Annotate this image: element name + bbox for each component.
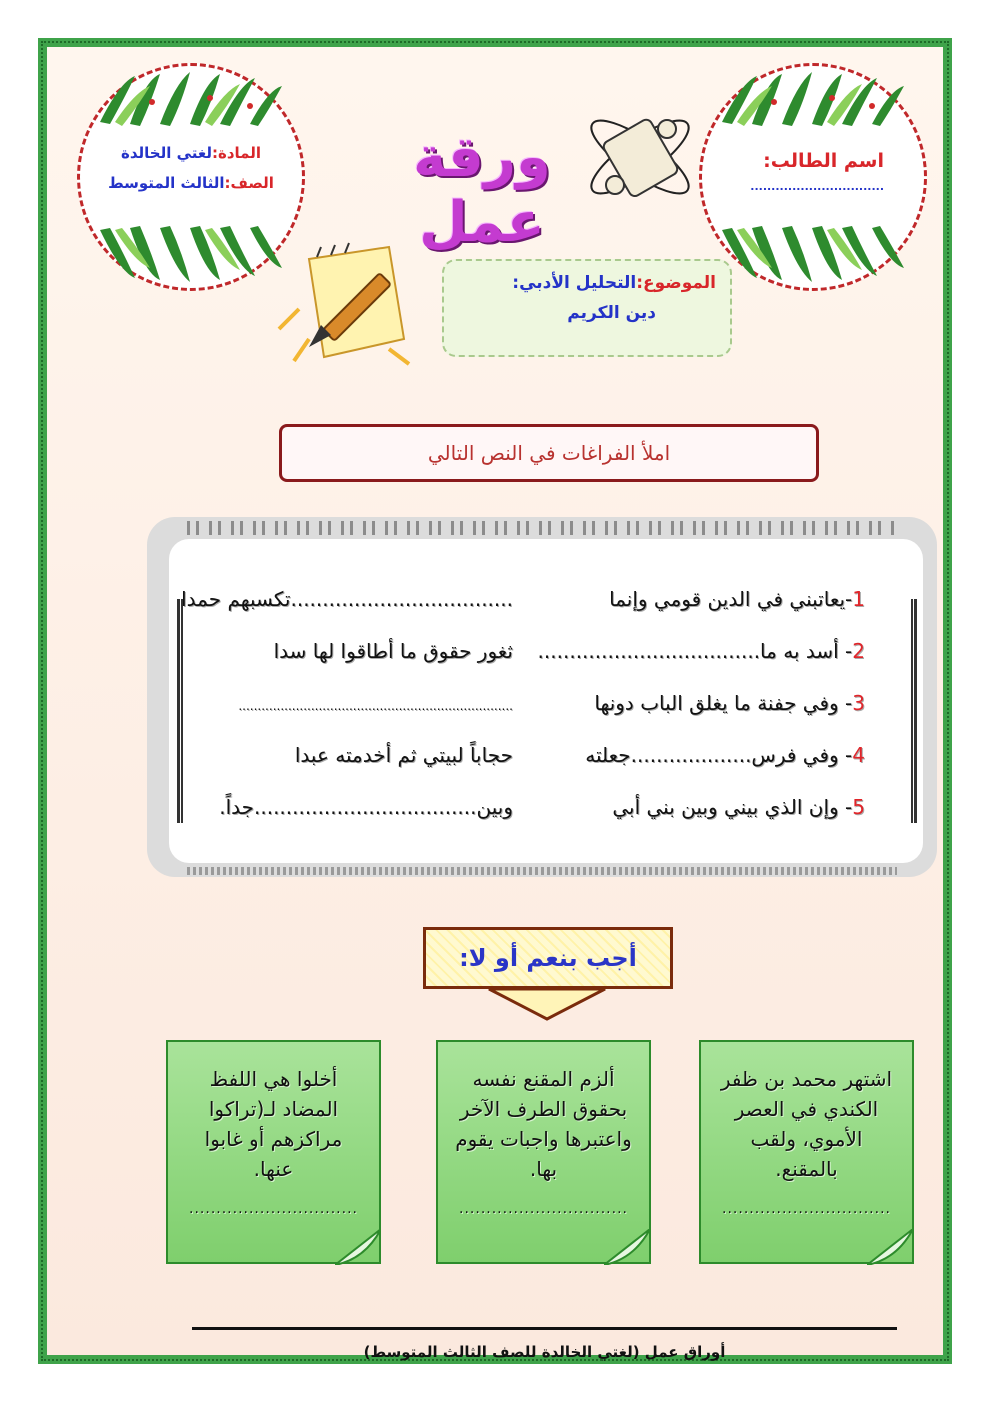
subject-line: [80, 144, 302, 162]
panel-left-rule: [177, 599, 183, 823]
page-curl-icon: [335, 1229, 381, 1265]
student-name-blank[interactable]: ................................: [750, 180, 884, 193]
statement-3-text: أخلوا هي اللفظ المضاد لـ(تراكوا مراكزهم أو غابوا عنها.: [204, 1067, 343, 1181]
statement-1-answer[interactable]: ...............................: [722, 1201, 891, 1217]
poem-line-3-left: ........................................................................: [238, 699, 513, 713]
student-wreath: [699, 63, 927, 291]
poem-line-2-left: ثغور حقوق ما أطاقوا لها سدا: [273, 639, 513, 663]
footer-divider: [192, 1327, 897, 1330]
poem-panel-inner: [169, 539, 923, 863]
poem-line-1-text: -يعاتبني في الدين قومي وإنما: [609, 587, 853, 611]
bamboo-leaves-bottom-icon: [712, 226, 912, 282]
poem-line-3-text: - وفي جفنة ما يغلق الباب دونها: [594, 691, 853, 715]
bamboo-leaves-top-icon: [90, 72, 290, 128]
statement-1-text: اشتهر محمد بن ظفر الكندي في العصر الأموي، ولقب بالمقنع.: [720, 1067, 893, 1181]
poem-line-4-right: [585, 743, 865, 767]
answer-prompt-box: أجب بنعم أو لا:: [423, 927, 673, 989]
bamboo-leaves-top-icon: [712, 72, 912, 128]
instruction-box: املأ الفراغات في النص التالي: [279, 424, 819, 482]
down-arrow-icon: [487, 987, 607, 1021]
topic-value: التحليل الأدبي:: [512, 273, 637, 293]
topic-line: [458, 273, 716, 293]
statement-3-answer[interactable]: ...............................: [189, 1201, 358, 1217]
class-value: الثالث المتوسط: [108, 174, 225, 192]
statement-2-answer[interactable]: ...............................: [459, 1201, 628, 1217]
poem-line-1-num: 1: [852, 587, 865, 611]
topic-box: [442, 259, 732, 357]
poem-panel: [147, 517, 937, 877]
poem-line-5-right: [612, 795, 865, 819]
pencil-notepad-icon: [269, 239, 419, 369]
student-label: اسم الطالب:: [763, 150, 884, 172]
subject-label: المادة:: [211, 144, 261, 162]
poem-line-4-num: 4: [852, 743, 865, 767]
panel-right-rule: [911, 599, 917, 823]
bamboo-leaves-bottom-icon: [90, 226, 290, 282]
poem-line-3-right: [594, 691, 865, 715]
poem-line-3-num: 3: [852, 691, 865, 715]
class-label: الصف:: [224, 174, 274, 192]
greek-dots-border: [187, 867, 897, 875]
subject-value: لغتي الخالدة: [120, 144, 212, 162]
poem-line-2-text: - أسد به ما...................................: [537, 639, 853, 663]
poem-line-2-num: 2: [852, 639, 865, 663]
poem-line-2-right: [538, 639, 865, 663]
topic-subtitle: دين الكريم: [567, 303, 656, 323]
footer-text: أوراق عمل (لغتي الخالدة للصف الثالث المتوسط): [363, 1343, 726, 1361]
worksheet-page: [38, 38, 952, 1364]
topic-label: الموضوع:: [636, 273, 716, 293]
greek-key-border: [187, 521, 897, 535]
poem-line-5-left: وبين...................................جداً.: [219, 795, 513, 819]
statement-2-text: ألزم المقنع نفسه بحقوق الطرف الآخر واعتبرها واجبات يقوم بها.: [455, 1067, 632, 1181]
poem-line-4-left: حجاباً لبيتي ثم أخدمته عبدا: [294, 743, 513, 767]
poem-line-5-text: - وإن الذي بيني وبين بني أبي: [612, 795, 853, 819]
poem-line-4-text: - وفي فرس...................جعلته: [585, 743, 853, 767]
poem-line-1-right: [609, 587, 865, 611]
worksheet-title: ورقة عمل: [413, 125, 551, 255]
poem-line-5-num: 5: [852, 795, 865, 819]
scroll-atom-icon: [575, 97, 705, 217]
page-curl-icon: [604, 1229, 650, 1265]
poem-line-1-left: ...................................تكسبهم حمدا: [181, 587, 513, 611]
class-line: [80, 174, 302, 192]
page-curl-icon: [867, 1229, 913, 1265]
